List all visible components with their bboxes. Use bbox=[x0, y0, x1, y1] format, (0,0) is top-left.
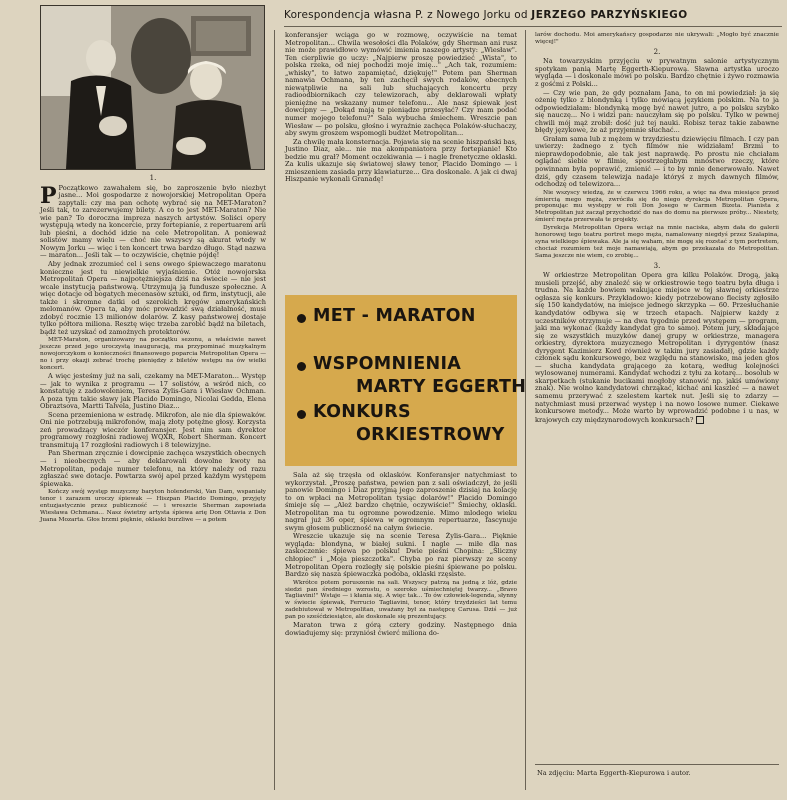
subheading-marty-eggerth: MARTY EGGERTH bbox=[356, 377, 527, 397]
caption-rule bbox=[535, 764, 779, 765]
col2-paragraph-2: Za chwilę mała konsternacja. Pojawia się na scenie hiszpański bas, Justino Diaz, ale... nie ma akompaniatora przy fortepianie! Kto bedzie mu grał? Moment oczekiwania — i nagle frenetyczne oklaski. Za kulis ukazuje się światowej sławy tenor, Placido Domingo — i zmieszeniem zasiada przy klawiaturze... Gra doskonale. A jak ci dwaj Hiszpanie wykonali Granadę! bbox=[285, 137, 517, 184]
col1-paragraph-2: Aby jednak zrozumieć cel i sens owego śpiewaczego maratonu konieczne jest tu niewielkie wyjaśnienie. Otóż nowojorska Metropolitan Opera — najpotężniejsza dziś na świecie — nie jest wcale instytucją państwową. Utrzymują ją fundusze społeczne. A więc dotacje od bogatych mecenasów sztuki, od firm, instytucji, ale także i skromne datki od szerokich kręgów amerykańskich melomanów. Opera ta, aby móc prowadzić swą działalność, musi zdobyć rocznie 13 milionów dolarów. Z kasy państwowej dostaje tylko półtora miliona. Resztę więc trzeba zarobić bądź na biletach, bądź też uzyskać od zamożnych protektorów. bbox=[40, 260, 266, 336]
col3-small-paragraph: Nie wszyscy wiedzą, że w czerwcu 1966 roku, a więc na dwa miesiące przed śmiercią mego męża, zwróciła się do niego dyrekcja Metropolitan Opera, proponując mu występy w roli Don Josego w Carmen Bizeta. Pianista z Metropolitan już zaczął przychodzić do nas do domu na pierwsze próby... Niestety, śmierć męża przerwała te projekty. bbox=[535, 189, 779, 224]
col2-paragraph-3: Sala aż się trzęsła od oklasków. Konferansjer natychmiast to wykorzystał. „Proszę państwa, pewien pan z sali oświadczył, że jeśli panowie Domingo i Diaz przyjmą jego zaproszenie dzisiaj na kolację to on wpłaci na Metropolitan tysiąc dolarów!" Placido Domingo śmieje się — „Ależ bardzo chętnie, oczywiście!" Śmiechy, oklaski. Metropolitan ma tu ogromne powodzenie. Mimo mlodego wieku nagrał już 36 oper, śpiewa w ogromnym repertuarze, fascynuje swym głosem publiczność na całym świecie. bbox=[285, 471, 517, 532]
column-1 bbox=[40, 172, 266, 525]
drop-cap: P bbox=[40, 182, 57, 209]
col1-small-paragraph-2: Kończy swój występ muzyczny baryton holenderski, Van Dam, wspaniały tenor i zarazem uroczy śpiewak — Hiszpan Placido Domingo, przyjęty entuzjastycznie przez publiczność — i wreszcie Sherman zapowiada Wiesława Ochmana... Nasz świetny artysta śpiewa arię Don Ottavia z Don Juana Mozarta. Głos brzmi pięknie, oklaski burzliwe — a potem bbox=[40, 489, 266, 523]
subheading-met-maraton: MET - MARATON bbox=[313, 306, 476, 326]
section-number-3: 3. bbox=[653, 261, 661, 270]
bullet-2 bbox=[297, 362, 306, 371]
bullet-3 bbox=[297, 410, 306, 419]
col1-paragraph-3: A więc jesteśmy już na sali, czekamy na MET-Maraton... Występ — jak to wynika z programu — 17 solistów, a wśród nich, co konstatuję z zadowoleniem, Teresa Żylis-Gara i Wiesław Ochman. A poza tym takie sławy jak Placido Domingo, Nicolai Gedda, Elena Obraztsova, Martti Talvela, Justino Diaz... bbox=[40, 372, 266, 411]
end-mark-icon bbox=[696, 416, 704, 424]
col1-paragraph-4: Scena przemieniona w estradę. Mikrofon, ale nie dla śpiewaków. Oni nie potrzebują mikrofonów, mają złoty potężne głosy. Korzysta zeń prowadzący wieczór konferansjer. Jest nim sam dyrektor programowy rozgłośni radiowej WQXR, Robert Sherman. Koncert transmitują 17 rozgłośni radiowych i 8 telewizyjne. bbox=[40, 410, 266, 449]
col1-small-paragraph: MET-Maraton, organizowany na początku sezonu, a właściwie nawet jeszcze przed jego uroczystą inauguracją, ma przypominać muzykalnym nowojorczykom o konieczności finansowego poparcia Metropolitan Opera — no i przy okazji zebrać trochę pieniędzy z biletów wstępu na ów wielki koncert. bbox=[40, 337, 266, 372]
column-2-bottom bbox=[285, 472, 517, 638]
col2-small-paragraph: Wkrótce potem poruszenie na sali. Wszyscy patrzą na jedną z lóż, gdzie siedzi pan średniego wzrostu, o szeroko uśmiechniętej twarzy... „Bravo Tagliavini!" Wstaje — i kłania się. A więc tak... To ów człowiek-legenda, słynny w świecie śpiewak, Ferrucio Tagliavini, tenor, który trzydzieści lat temu zadebiutował w Metropolitan, uważany był za następcę Carusa. Dziś — już pan po sześćdziesiątce, ale doskonale się prezentujący. bbox=[285, 579, 517, 621]
column-divider-1 bbox=[274, 30, 275, 790]
col3-small-paragraph-2: Dyrekcja Metropolitan Opera wciąż na mnie naciska, abym dała do galerii honorowej tego teatru portret mego męża, namalowany niegdyś przez Szalapina, syna wielkiego śpiewaka. Ale ja się waham, nie mogę się rozstać z tym portretem, chociaż rozumiem też moje namawiają, abym go przekazała do Metropolitan. Sama jeszcze nie wiem, co zrobię... bbox=[535, 225, 779, 259]
bullet-1 bbox=[297, 314, 306, 323]
col3-paragraph-2: — Czy wie pan, że gdy poznałam Jana, to on mi powiedział: ja się ożenię tylko z blondynką i tylko mówiącą językiem polskim. Na to ja odpowiedziałam: blondynką mogę być nawet jutro, a po polsku szybko się nauczę... No i widzi pan: nauczyłam się po polsku. Tylko w pewnej chwili mój mąż zrobił: dość już tej nauki. Robisz teraz takie zabawne błędy językowe, że aż przyjemnie słuchać... bbox=[535, 88, 779, 135]
col3-paragraph-3: Grałam sama lub z mężem w trzydziestu dziewięciu filmach. I czy pan uwierzy: żadnego z tych filmów nie widziałam! Brzmi to nieprawdopodobnie, ale tak jest naprawdę. Po prostu nie chciałam oglądać siebie w filmie, spostrzegłabym mnóstwo rzeczy, które powinnam była poprawić, zmienić — i to by mnie denerwowało. Nawet dziś, gdy czasem telewizja nadaje któryś z mych dawnych filmów, odchodzę od telewizora... bbox=[535, 134, 779, 189]
col2-paragraph-4: Wreszcie ukazuje się na scenie Teresa Żylis-Gara... Pięknie wygląda: blondyna, w białej sukni. I nagle — miłe dla nas zaskoczenie: śpiewa po polsku! Dwie pieśni Chopina: „Śliczny chłopiec" i „Moja pieszczotka". Chyba po raz pierwszy ze sceny Metropolitan Opera rozległy się polskie pieśni śpiewane po polsku. Bardzo się nasza śpiewaczka podoba, oklaski rzęsiste. bbox=[285, 532, 517, 579]
photo-caption: Na zdjęciu: Marta Eggerth-Kiepurowa i autor. bbox=[537, 769, 691, 777]
col1-paragraph-1: P Początkowo zawahałem się, bo zaproszenie było niezbyt jasne... Moi gospodarze z nowojorskiej Metropolitan Opera zapytali: czy ma pan ochotę wybrać się na MET-Maraton? Jeśli tak, to zarezerwujemy bilety. A co to jest MET-Maraton? Nie wie pan? To doroczna impreza naszych artystów. Soliści opery występują wtedy na koncercie, przy fortepianie, z repertuarem arii lub pieśni, a dochód idzie na cele Metropolitan. A ponieważ solistów mamy wielu — choć nie wszyscy są akurat wtedy w Nowym Jorku — więc i ten koncert trwa bardzo długo. Stąd nazwa — maraton... Jeśli tak — to oczywiście, chętnie pójdę! bbox=[40, 182, 266, 260]
photo-illustration bbox=[41, 6, 264, 169]
col2-paragraph-5: Maraton trwa z górą cztery godziny. Następnego dnia dowiadujemy się: przyniósł ćwierć miliona do- bbox=[285, 621, 517, 637]
header-prefix: Korespondencja własna P. z Nowego Jorku od bbox=[284, 9, 528, 21]
header-rule bbox=[284, 26, 782, 27]
col1-paragraph-5: Pan Sherman zręcznie i dowcipnie zachęca wszystkich obecnych — i nieobecnych — aby deklarowali dowolne kwoty na Metropolitan, podaje numer telefonu, na który należy od razu zgłaszać swe dotacje. Powtarza swój apel przed każdym występem śpiewaka. bbox=[40, 449, 266, 488]
photo-marta-eggerth-and-author bbox=[40, 5, 265, 170]
column-3 bbox=[535, 32, 779, 425]
article-header bbox=[284, 9, 782, 21]
section-number-2: 2. bbox=[653, 47, 661, 56]
column-2-top bbox=[285, 32, 517, 185]
subheading-orkiestrowy: ORKIESTROWY bbox=[356, 425, 505, 445]
column-divider-2 bbox=[525, 30, 526, 790]
col3-small-top: larów dochodu. Moi amerykańscy gospodarze nie ukrywali: „Mogło być znacznie więcej!" bbox=[535, 32, 779, 45]
col3-paragraph-4: W orkiestrze Metropolitan Opera gra kilku Polaków. Drogą, jaką musieli przejść, aby znaleźć się w orkiestrowie tego teatru była długa i trudna. Na każde bowiem wakujące miejsce w tej sławnej orkiestrze ogłasza się konkurs. Przykładowo: kiedy potrzebowano flecisty zgłosiło się 150 kandydatów, na miejsce jednego skrzypka — 60. Przesłuchanie kandydatów odbywa się w trzech etapach. Najpierw każdy z uczestników otrzymuje — na dwa tygodnie przed występem — program, jaki ma wykonać (każdy kandydat gra to samo). Potem jury, składające się ze wszystkich muzyków danej grupy w orkiestrze, managera orkiestry, dyrektora muzycznego Metropolitan i dyrygentów (nasz dyrygent Kazimierz Kord również w takim jury zasiadał), gdzie każdy członek sądu konkursowego, bez względu na stanowisko, ma jeden głos — słucha kandydata grającego za kotarą, według kolejności wylosowanej numerami. Kandydat wchodzi z tyłu za kotarę... bosolub w skarpetkach (stukanie bucikami mogłoby stanowić np. jakiś umówiony znak). Nie wolno kandydatowi chrząkać, kichać ani kaszleć — a nawet samemu przerywać z szelestem kartek nut. Jeśli się to zdarzy — natychmiast musi przerwać występ i na nowo losowe numer. Ciekawe konkursowe metody... Może warto by wprowadzić podobne i u nas, w krajowych czy międzynarodowych konkursach? bbox=[535, 271, 779, 424]
col2-paragraph-1: konferansjer wciąga go w rozmowę, oczywiście na temat Metropolitan... Chwila wesołości dla Polaków, gdy Sherman ani rusz nie może prawidłowo wymówić imienia naszego artysty: „Wiesław". Ten cierpliwie go uczy: „Najpierw proszę powiedzieć „Wista", to polska rzeka, od niej pochodzi moje imię..." „Ach tak, rozumiem: „whisky", to łatwo zapamiętać, dziękuję!" Potem pan Sherman namawia Ochmana, by ten zachęcił swych rodaków, obecnych niewątpliwie na sali lub słuchających koncertu przy radioodbiornikach czy telewizorach, aby deklarowali wpłaty pieniężne na wskazany numer telefonu... Ale nasz śpiewak jest dowcipny — „Dokąd mają te pieniądze przesyłać? Czy mam podać numer mojego telefonu?" Sala wybucha śmiechem. Wreszcie pan Wiesław — po polsku, głośno i wyraźnie zachęca Polaków-słuchaczy, aby swym groszem wspomogli budżet Metropolitan... bbox=[285, 31, 517, 138]
col3-paragraph-1: Na towarzyskim przyjęciu w prywatnym salonie artystycznym spotykam panią Martę Eggerth-Kiepurową. Sławna artystka uroczo wygląda — i doskonale mówi po polsku. Bardzo chętnie i żywo rozmawia z gośćmi z Polski... bbox=[535, 57, 779, 88]
subheading-wspomnienia: WSPOMNIENIA bbox=[313, 354, 462, 374]
subheading-konkurs: KONKURS bbox=[313, 402, 411, 422]
subheadings-box bbox=[285, 295, 527, 466]
section-number-1: 1. bbox=[149, 174, 157, 182]
header-author: JERZEGO PARZYŃSKIEGO bbox=[531, 9, 688, 21]
